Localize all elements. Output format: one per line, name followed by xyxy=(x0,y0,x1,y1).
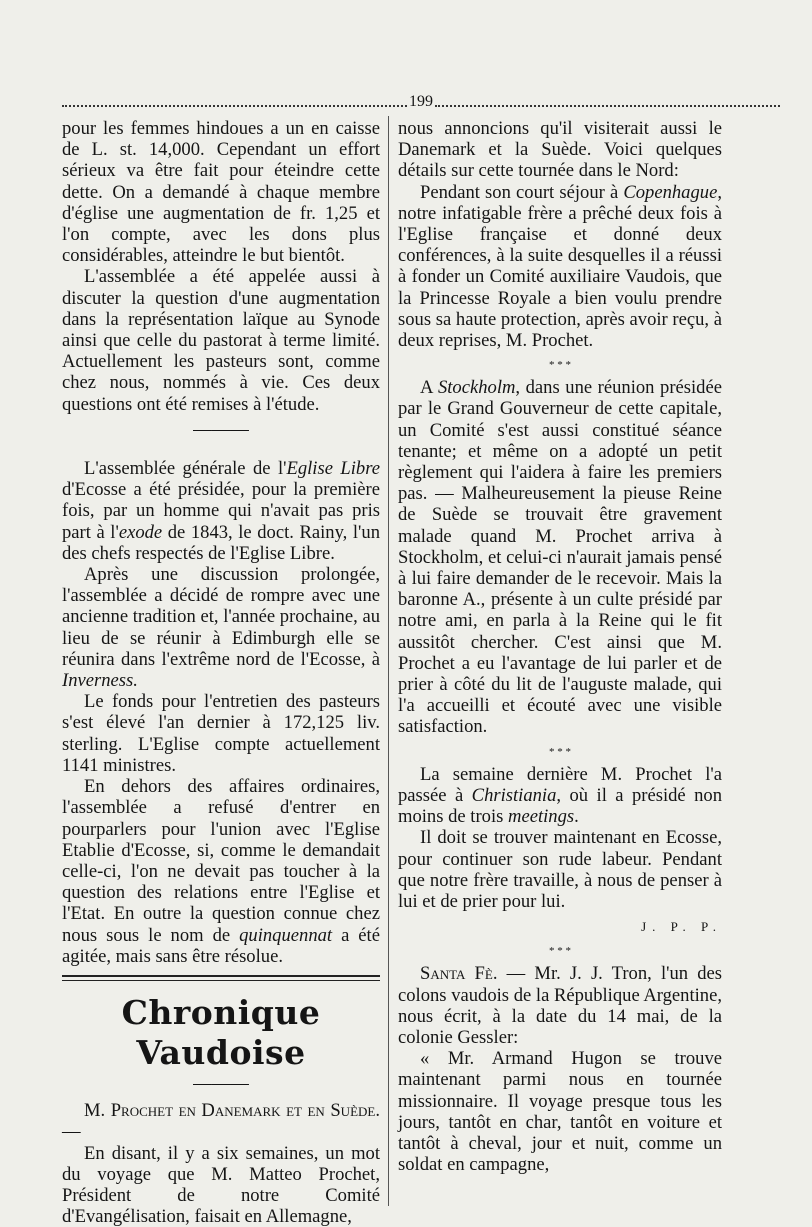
running-header xyxy=(62,92,780,112)
paragraph: Santa Fè. — Mr. J. J. Tron, l'un des colons vaudois de la République Argentine, nous écrit, à la date du 14 mai, de la colonie Gessler: xyxy=(398,963,723,1048)
paragraph: Le fonds pour l'entretien des pasteurs s'est élevé l'an dernier à 172,125 liv. sterling. L'Eglise compte actuellement 1141 ministres. xyxy=(62,691,380,776)
stars-separator: * * * xyxy=(549,945,571,958)
paragraph: L'assemblée a été appelée aussi à discuter la question d'une augmentation dans la représentation laïque au Synode ainsi que celle du pastorat à terme limité. Actuellement les pasteurs sont, comme chez nous, nommés à vie. Ces deux questions ont été remises à l'étude. xyxy=(62,266,380,415)
stars-separator: * * * xyxy=(549,745,571,758)
double-rule xyxy=(62,975,380,981)
paragraph: nous annoncions qu'il visiterait aussi le Danemark et la Suède. Voici quelques détails sur cette tournée dans le Nord: xyxy=(398,118,722,182)
header-rule-left xyxy=(62,99,407,107)
column-divider xyxy=(388,116,389,1206)
title-dash: ——— xyxy=(193,1072,249,1094)
paragraph: En dehors des affaires ordinaires, l'assemblée a refusé d'entrer en pourparlers pour l'union avec l'Eglise Etablie d'Ecosse, si, comme le demandait celle-ci, l'on ne devait pas toucher à la question des relations entre l'Eglise et l'Etat. En outre la question connue chez nous sous le nom de quinquennat a été agitée, mais sans être résolue. xyxy=(62,776,380,967)
paragraph: Il doit se trouver maintenant en Ecosse, pour continuer son rude labeur. Pendant que notre frère travaille, à nous de penser à lui et de prier pour lui. xyxy=(398,827,722,912)
paragraph: A Stockholm, dans une réunion présidée par le Grand Gouverneur de cette capitale, un Comité s'est aussi constitué séance tenante; et même on a adopté un petit règlement qui l'aidera à faire les premiers pas. — Malheureusement la pieuse Reine de Suède se trouvait être gravement malade quand M. Prochet arriva à Stockholm, et celui-ci n'aurait jamais pensé à lui faire demander de le recevoir. Mais la baronne A., présente à un culte présidé par notre ami, en parla à la Reine qui le fit aussitôt chercher. C'est ainsi que M. Prochet a eu l'avantage de lui parler et de prier à côté du lit de l'auguste malade, qui l'a accueilli et écouté avec une visible satisfaction. xyxy=(398,377,722,738)
paragraph: La semaine dernière M. Prochet l'a passée à Christiania, où il a présidé non moins de trois meetings. xyxy=(398,763,723,828)
paragraph: « Mr. Armand Hugon se trouve maintenant parmi nous en tournée missionnaire. Il voyage presque tous les jours, tantôt en char, tantôt en voiture et tantôt à cheval, jour et nuit, comme un soldat en campagne, xyxy=(398,1048,722,1176)
paragraph: pour les femmes hindoues a un en caisse de L. st. 14,000. Cependant un effort sérieux va être fait pour éteindre cette dette. On a demandé à chaque membre d'église une augmentation de fr. 1,25 et l'on compte, avec les dons plus considérables, atteindre le but bientôt. xyxy=(62,118,380,267)
subheading: M. Prochet en Danemark et en Suède. — xyxy=(62,1100,380,1143)
page-number: 199 xyxy=(409,93,433,110)
stars-separator: * * * xyxy=(549,359,571,372)
right-column xyxy=(398,118,722,1175)
signature: J. P. P. xyxy=(641,919,722,935)
paragraph: Après une discussion prolongée, l'assemblée a décidé de rompre avec une ancienne tradition et, l'année prochaine, au lieu de se réunir à Edimburgh elle se réunira dans l'extrême nord de l'Ecosse, à Inverness. xyxy=(62,564,380,692)
section-title: Chronique Vaudoise xyxy=(121,992,321,1072)
paragraph: Pendant son court séjour à Copenhague, notre infatigable frère a prêché deux fois à l'Eglise française et donné deux conférences, à la suite desquelles il a réussi à fonder un Comité auxiliaire Vaudois, que la Princesse Royale a bien voulu prendre sous sa haute protection, après avoir reçu, à deux reprises, M. Prochet. xyxy=(398,181,722,352)
left-column xyxy=(62,118,380,1227)
paragraph: L'assemblée générale de l'Eglise Libre d'Ecosse a été présidée, pour la première fois, par un homme qui n'avait pas pris part à l'exode de 1843, le doct. Rainy, l'un des chefs respectés de l'Eglise Libre. xyxy=(62,458,381,564)
header-rule-right xyxy=(435,99,780,107)
section-separator: ——— xyxy=(193,418,249,440)
paragraph: En disant, il y a six semaines, un mot du voyage que M. Matteo Prochet, Président de notre Comité d'Evangélisation, faisait en Allemagne, xyxy=(62,1142,380,1227)
